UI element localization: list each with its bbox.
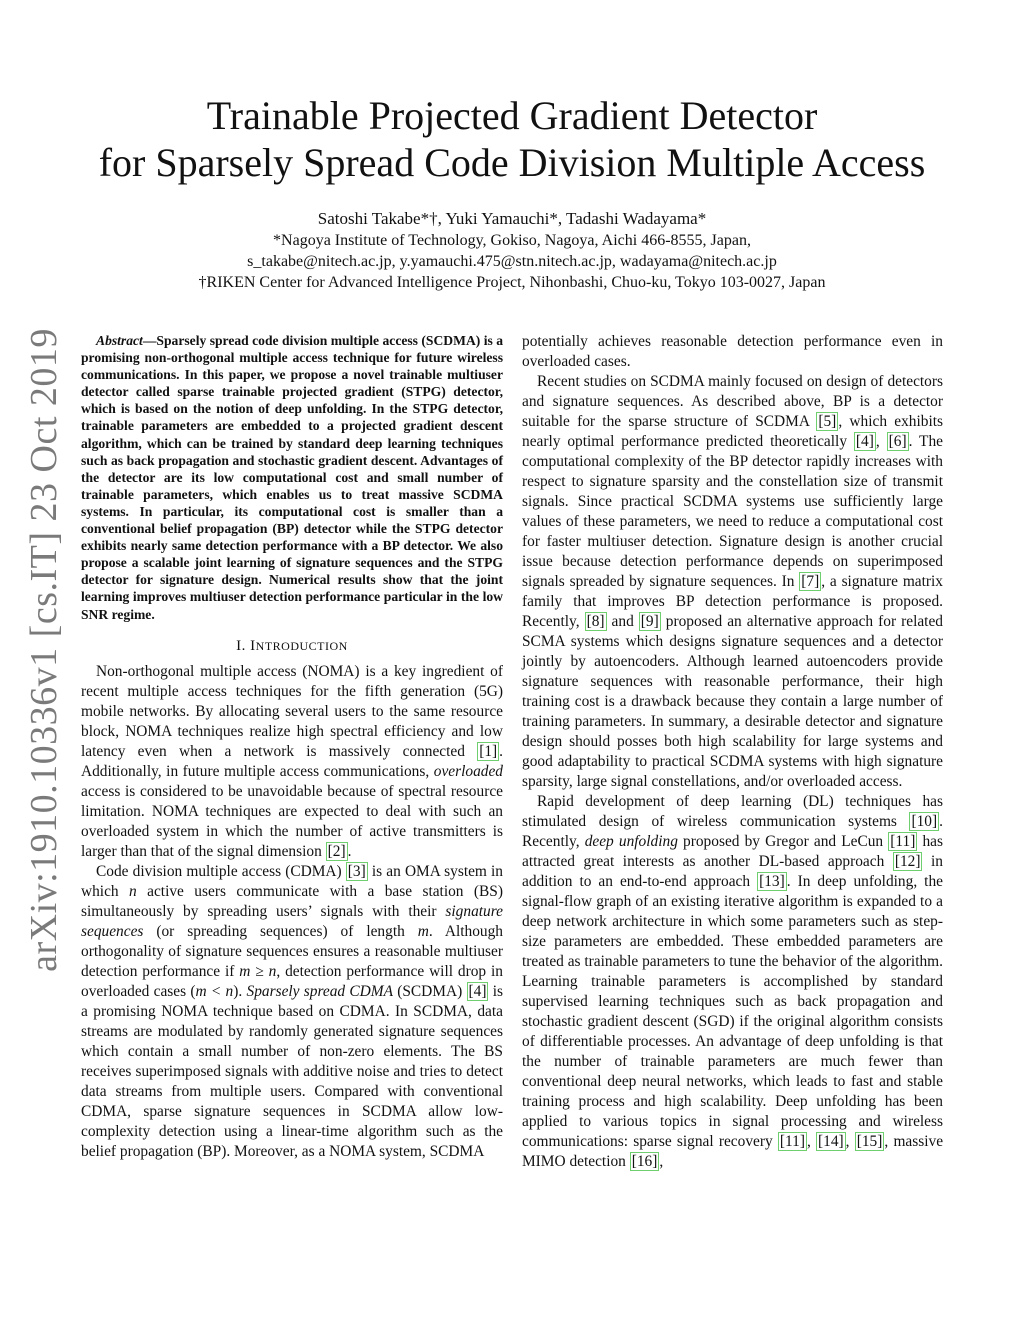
citation-link[interactable]: [12] [894, 853, 921, 870]
abstract-lead: Abstract [96, 333, 143, 348]
affiliation-2: †RIKEN Center for Advanced Intelligence Project, Nihonbashi, Chuo-ku, Tokyo 103-0027, Japan [198, 274, 826, 291]
citation-link[interactable]: [6] [888, 433, 907, 450]
section-title-rest: NTRODUCTION [255, 638, 348, 653]
author-block [40, 208, 984, 293]
intro-paragraph-4: Rapid development of deep learning (DL) techniques has stimulated design of wireless communication systems [10] . Recently, deep unfolding proposed by Gregor and LeCun [11] has attracted great interests as another DL-based approach [12] in addition to an end-to-end approach [13] . In deep unfolding, the signal-flow graph of an existing iterative algorithm is expanded to a deep network architecture in which some parameters such as step-size parameters are embedded. These embedded parameters are treated as trainable parameters to tune the behavior of the algorithm. Learning trainable parameters is accomplished by standard supervised learning techniques such as back propagation and stochastic gradient descent (SGD) if the original algorithm consists of differentiable processes. An advantage of deep unfolding is that the number of trainable parameters are much fewer than conventional deep neural networks, which leads to fast and stable training process and high scalability. Deep unfolding has been applied to various topics in signal processing and wireless communications: sparse signal recovery [11] , [14] , [15] , massive MIMO detection [16] , [522, 793, 944, 1170]
citation-link[interactable]: [2] [327, 842, 346, 860]
section-title-first: I [250, 637, 256, 654]
citation-link[interactable]: [11] [779, 1133, 805, 1150]
arxiv-sidebar-stamp [19, 328, 69, 972]
math-condition: m ≥ n [239, 962, 277, 980]
section-heading [81, 636, 503, 656]
title-line-1: Trainable Projected Gradient Detector [206, 93, 818, 138]
citation-link[interactable]: [8] [586, 613, 605, 630]
continued-paragraph: potentially achieves reasonable detection performance even in overloaded cases. [522, 333, 943, 370]
intro-paragraph-2: Code division multiple access (CDMA) [3] is an OMA system in which n active users communicate with a base station (BS) simultaneously by spreading users’ signals with their signature sequences (or spreading sequences) of length m. Although orthogonality of signature sequences ensures a reasonable multiuser detection performance if m ≥ n, detection performance will drop in overloaded cases (m < n). Sparsely spread CDMA (SCDMA) [4] is a promising NOMA technique based on CDMA. In SCDMA, data streams are modulated by randomly generated signature sequences which contain a small number of non-zero elements. The BS receives superimposed signals with additive noise and tries to detect data streams from multiple users. Compared with conventional CDMA, sparse signature sequences in SCDMA allow low-complexity detection using a linear-time algorithm such as the belief propagation (BP). Moreover, as a NOMA system, SCDMA [81, 862, 503, 1160]
citation-link[interactable]: [13] [759, 873, 785, 890]
citation-link[interactable]: [10] [911, 813, 938, 830]
math-n: n [129, 882, 137, 900]
author-emails: s_takabe@nitech.ac.jp, y.yamauchi.475@stn.nitech.ac.jp, wadayama@nitech.ac.jp [247, 253, 777, 270]
section-number: I. [236, 637, 246, 654]
abstract-text: —Sparsely spread code division multiple access (SCDMA) is a promising non-orthogonal multiple access technique for future wireless communications. In this paper, we propose a novel trainable multiuser detector called sparse trainable projected gradient (STPG) detector, which is based on the notion of deep unfolding. In the STPG detector, trainable parameters are embedded to a projected gradient descent algorithm, which can be trained by standard deep learning techniques such as back propagation and stochastic gradient descent. Advantages of the detector are its low computational cost and small number of trainable parameters, which enables us to treat massive SCDMA systems. In particular, its computational cost is smaller than a conventional belief propagation (BP) detector while the STPG detector exhibits nearly same detection performance with a BP detector. We also propose a scalable joint learning of signature sequences and the STPG detector for signature design. Numerical results show that the joint learning improves multiuser detection performance particular in the low SNR regime. [81, 333, 503, 622]
citation-link[interactable]: [1] [479, 742, 498, 760]
math-m: m [417, 922, 429, 940]
arxiv-id: arXiv:1910.10336v1 [cs.IT] 23 Oct 2019 [23, 328, 65, 972]
paper-title [40, 92, 984, 186]
math-condition: m < n [195, 982, 234, 1000]
citation-link[interactable]: [16] [631, 1153, 658, 1170]
right-column [522, 332, 943, 1172]
intro-paragraph-3: Recent studies on SCDMA mainly focused on design of detectors and signature sequences. As described above, BP is a detector suitable for the sparse structure of SCDMA [5] , which exhibits nearly optimal performance predicted theoretically [4] , [6] . The computational complexity of the BP detector rapidly increases with respect to signature sparsity and the constellation size of transmit signals. Since practical SCDMA systems use sufficiently large values of these parameters, we need to reduce a computational cost for faster multiuser detection. Signature design is another crucial issue because detection performance depends on superimposed signals spreaded by signature sequences. In [7] , a signature matrix family that improves BP detection performance is proposed. Recently, [8] and [9] proposed an alternative approach for related SCMA systems which designs signature sequences and a detector jointly by autoencoders. Although learned autoencoders provide signature sequences with reasonable performance, their high training cost is a drawback because they contain a large number of training parameters. In summary, a desirable detector and signature design should posses both high scalability for large systems and good adaptability to practical SCDMA systems with high signature sparsity, large signal constellations, and/or overloaded access. [522, 373, 943, 790]
citation-link[interactable]: [4] [855, 433, 874, 450]
citation-link[interactable]: [7] [801, 573, 820, 590]
intro-paragraph-1: Non-orthogonal multiple access (NOMA) is a key ingredient of recent multiple access techniques for the fifth generation (5G) mobile networks. By allocating several users to the same resource block, NOMA techniques realize high spectral efficiency and low latency even when a network is massively connected [1] . Additionally, in future multiple access communications, overloaded access is considered to be unavoidable because of spectral resource limitation. NOMA techniques are expected to deal with such an overloaded system in which the number of active transmitters is larger than that of the signal dimension [2] . [81, 662, 503, 860]
citation-link[interactable]: [11] [890, 833, 916, 850]
citation-link[interactable]: [3] [347, 862, 366, 880]
author-names: Satoshi Takabe*†, Yuki Yamauchi*, Tadashi Wadayama* [317, 209, 707, 228]
title-line-2: for Sparsely Spread Code Division Multiple Access [98, 140, 926, 185]
citation-link[interactable]: [15] [856, 1133, 883, 1150]
citation-link[interactable]: [4] [468, 982, 487, 1000]
affiliation-1: *Nagoya Institute of Technology, Gokiso, Nagoya, Aichi 466-8555, Japan, [273, 232, 751, 249]
citation-link[interactable]: [5] [818, 413, 837, 430]
citation-link[interactable]: [14] [818, 1133, 844, 1150]
citation-link[interactable]: [9] [640, 613, 659, 630]
abstract [81, 332, 503, 623]
left-column [81, 332, 503, 1162]
